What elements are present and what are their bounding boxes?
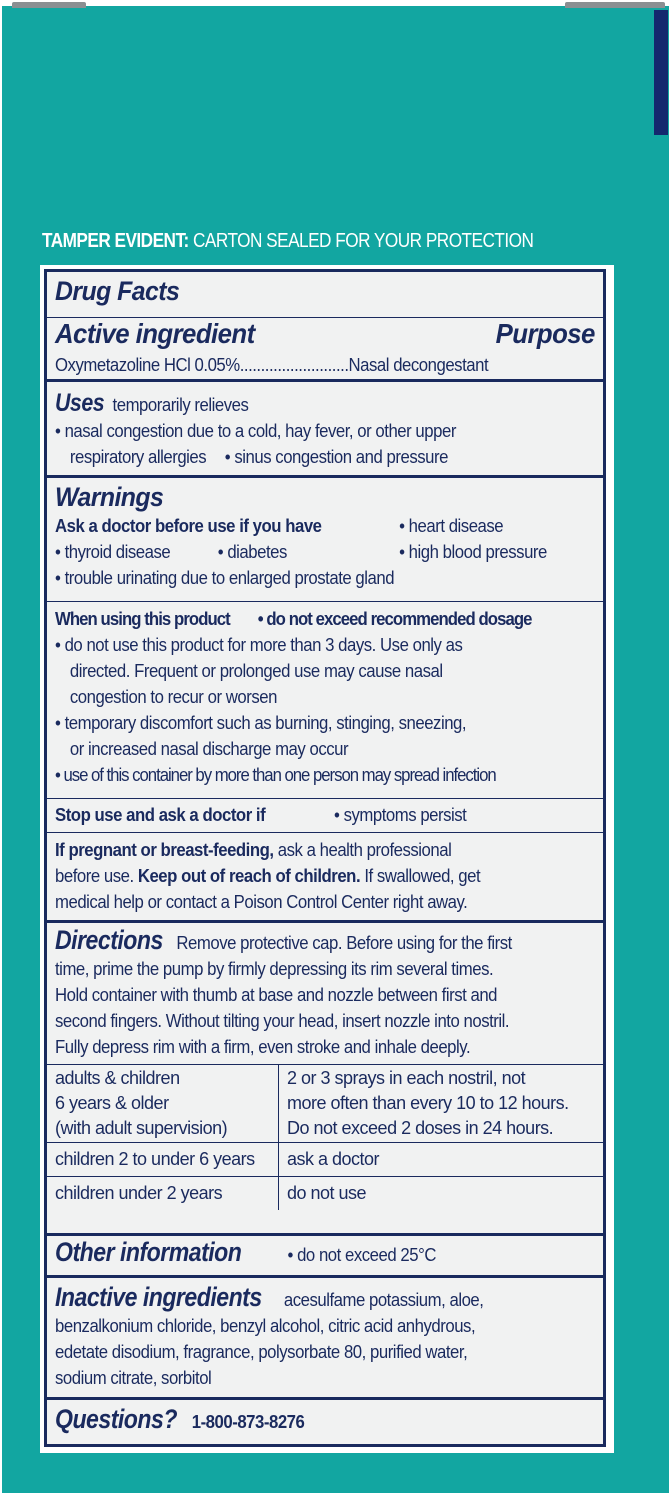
- when-using-label: When using this product: [55, 609, 230, 629]
- condition-item: • thyroid disease: [55, 542, 171, 562]
- other-information-item: • do not exceed 25°C: [287, 1245, 436, 1265]
- inactive-ingredients-header: Inactive ingredients: [55, 1282, 262, 1312]
- pregnancy-section: [47, 833, 603, 923]
- other-information-section: [47, 1236, 603, 1278]
- condition-item: • trouble urinating due to enlarged prostate gland: [55, 568, 395, 588]
- directions-text: time, prime the pump by firmly depressing its rim several times.: [55, 959, 494, 979]
- uses-item: • nasal congestion due to a cold, hay fever, or other upper: [55, 421, 456, 441]
- condition-item: • heart disease: [399, 516, 504, 536]
- carton-bottom-edge: [0, 1493, 671, 1500]
- questions-section: [47, 1400, 603, 1435]
- pregnant-label: If pregnant or breast-feeding,: [55, 840, 274, 860]
- drug-facts-title: Drug Facts: [55, 276, 180, 306]
- age-line: (with adult supervision): [55, 1118, 228, 1138]
- dose-cell: ask a doctor: [279, 1143, 604, 1177]
- age-line: 6 years & older: [55, 1093, 169, 1113]
- age-line: adults & children: [55, 1068, 180, 1088]
- questions-phone: 1-800-873-8276: [187, 1412, 305, 1432]
- tamper-text: CARTON SEALED FOR YOUR PROTECTION: [188, 230, 534, 252]
- tamper-label: TAMPER EVIDENT:: [42, 230, 189, 252]
- inactive-ingredients-text: edetate disodium, fragrance, polysorbate 80, purified water,: [55, 1342, 468, 1362]
- dose-cell: do not use: [279, 1177, 604, 1211]
- age-cell: children 2 to under 6 years: [47, 1143, 279, 1177]
- directions-text: Remove protective cap. Before using for the first: [172, 933, 512, 953]
- table-row: [47, 1177, 603, 1211]
- pregnant-text-cont: before use.: [55, 866, 138, 886]
- when-using-item-cont: or increased nasal discharge may occur: [69, 739, 349, 759]
- when-using-item: • do not exceed recommended dosage: [257, 609, 532, 629]
- active-ingredient-purpose: Nasal decongestant: [348, 355, 489, 375]
- poison-control-text: medical help or contact a Poison Control Center right away.: [55, 892, 468, 912]
- table-row: [47, 1143, 603, 1177]
- directions-text: Hold container with thumb at base and nozzle between first and: [55, 985, 498, 1005]
- stop-use-label: Stop use and ask a doctor if: [55, 805, 266, 825]
- condition-item: • high blood pressure: [399, 542, 547, 562]
- other-information-header: Other information: [55, 1237, 242, 1267]
- carton-side-stripe: [654, 10, 668, 135]
- uses-header: Uses: [55, 389, 105, 417]
- inactive-ingredients-section: [47, 1278, 603, 1400]
- directions-header: Directions: [55, 925, 163, 955]
- age-cell: children under 2 years: [47, 1177, 279, 1211]
- stop-use-section: [47, 799, 603, 833]
- active-ingredient-name: Oxymetazoline HCl 0.05%: [55, 355, 240, 375]
- when-using-item: • temporary discomfort such as burning, stinging, sneezing,: [55, 713, 467, 733]
- directions-text: Fully depress rim with a firm, even stroke and inhale deeply.: [55, 1037, 471, 1057]
- purpose-header: Purpose: [495, 318, 595, 349]
- tamper-evident-notice: [42, 230, 533, 253]
- directions-section: [47, 923, 603, 1236]
- warnings-section: [47, 478, 603, 602]
- inactive-ingredients-text: sodium citrate, sorbitol: [55, 1368, 212, 1388]
- active-ingredient-row: [55, 352, 557, 378]
- stop-use-item: • symptoms persist: [334, 805, 467, 825]
- drug-facts-panel: [44, 269, 606, 1447]
- swallowed-text: If swallowed, get: [360, 866, 481, 886]
- uses-item-cont: respiratory allergies: [69, 447, 207, 467]
- pregnant-text: ask a health professional: [273, 840, 452, 860]
- uses-intro: temporarily relieves: [108, 395, 249, 415]
- uses-item: • sinus congestion and pressure: [224, 447, 448, 467]
- dose-line: Do not exceed 2 doses in 24 hours.: [287, 1118, 554, 1138]
- dose-cell: [279, 1065, 604, 1143]
- when-using-item: • do not use this product for more than 3 days. Use only as: [55, 635, 463, 655]
- age-cell: [47, 1065, 279, 1143]
- active-ingredient-section: [47, 318, 603, 382]
- inactive-ingredients-text: benzalkonium chloride, benzyl alcohol, citric acid anhydrous,: [55, 1316, 476, 1336]
- inactive-ingredients-text: acesulfame potassium, aloe,: [279, 1290, 484, 1310]
- ask-doctor-label: Ask a doctor before use if you have: [55, 516, 322, 536]
- drug-facts-title-section: [47, 272, 603, 318]
- questions-header: Questions?: [55, 1404, 177, 1434]
- dose-line: 2 or 3 sprays in each nostril, not: [287, 1068, 526, 1088]
- when-using-item-cont: directed. Frequent or prolonged use may cause nasal: [69, 661, 443, 681]
- when-using-item: • use of this container by more than one person may spread infection: [55, 765, 496, 785]
- condition-item: • diabetes: [217, 542, 287, 562]
- warnings-header: Warnings: [55, 482, 164, 512]
- uses-section: [47, 382, 603, 478]
- carton-top-flap-right: [565, 2, 665, 8]
- table-row: [47, 1065, 603, 1143]
- dose-line: more often than every 10 to 12 hours.: [287, 1093, 569, 1113]
- dot-leader: ..........................: [239, 355, 349, 375]
- active-ingredient-header: Active ingredient: [55, 318, 255, 349]
- directions-text: second fingers. Without tilting your head, insert nozzle into nostril.: [55, 1011, 510, 1031]
- carton-top-flap-left: [12, 2, 86, 8]
- when-using-item-cont: congestion to recur or worsen: [69, 687, 277, 707]
- dosage-table: [47, 1064, 603, 1210]
- keep-out-label: Keep out of reach of children.: [137, 866, 361, 886]
- when-using-section: [47, 602, 603, 799]
